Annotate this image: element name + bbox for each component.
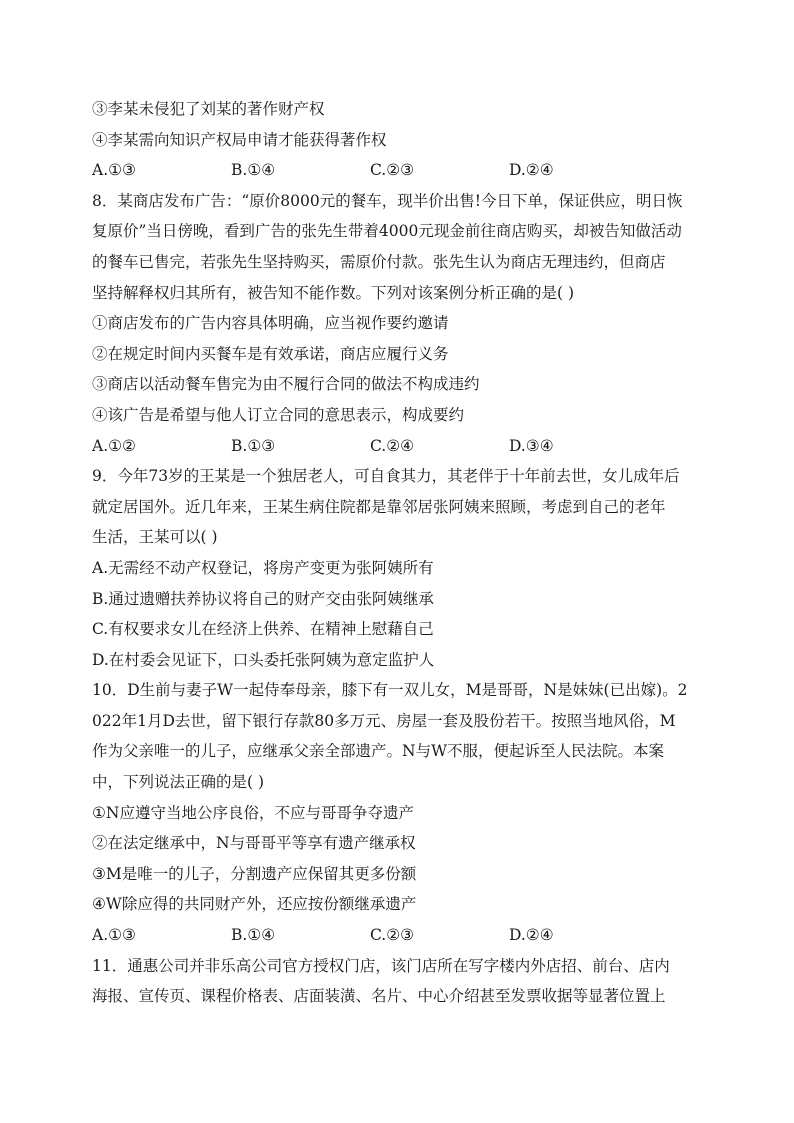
q10-statement-1: ①N应遵守当地公序良俗，不应与哥哥争夺遗产 bbox=[92, 803, 414, 822]
q9-stem-line-1: 9．今年73岁的王某是一个独居老人，可自食其力，其老伴于十年前去世，女儿成年后 bbox=[92, 467, 680, 486]
q9-choice-c: C.有权要求女儿在经济上供养、在精神上慰藉自己 bbox=[92, 620, 434, 639]
q10-statement-2: ②在法定继承中，N与哥哥平等享有遗产继承权 bbox=[92, 834, 416, 853]
q10-option-d: D.②④ bbox=[509, 926, 554, 945]
q11-stem-line-2: 海报、宣传页、课程价格表、店面装潢、名片、中心介绍甚至发票收据等显著位置上 bbox=[92, 987, 666, 1006]
q7-option-d: D.②④ bbox=[509, 161, 554, 180]
q9-stem-line-3: 生活，王某可以( ) bbox=[92, 528, 218, 547]
q7-statement-4: ④李某需向知识产权局申请才能获得著作权 bbox=[92, 130, 387, 149]
q10-statement-3: ③M是唯一的儿子，分割遗产应保留其更多份额 bbox=[92, 864, 417, 883]
q11-stem-line-1: 11．通惠公司并非乐高公司官方授权门店，该门店所在写字楼内外店招、前台、店内 bbox=[92, 956, 670, 975]
q10-option-c: C.②③ bbox=[370, 926, 415, 945]
q8-stem-line-3: 的餐车已售完，若张先生坚持购买，需原价付款。张先生认为商店无理违约，但商店 bbox=[92, 252, 666, 271]
q10-option-a: A.①③ bbox=[92, 926, 136, 945]
q10-stem-line-3: 作为父亲唯一的儿子，应继承父亲全部遗产。N与W不服，便起诉至人民法院。本案 bbox=[92, 742, 664, 761]
exam-page bbox=[92, 94, 702, 1012]
q8-statement-4: ④该广告是希望与他人订立合同的意思表示，构成要约 bbox=[92, 405, 465, 424]
q10-option-b: B.①④ bbox=[231, 926, 276, 945]
q10-options bbox=[92, 920, 702, 951]
q7-option-a: A.①③ bbox=[92, 161, 136, 180]
q8-option-b: B.①③ bbox=[231, 436, 276, 455]
q9-choice-b: B.通过遗赠扶养协议将自己的财产交由张阿姨继承 bbox=[92, 589, 434, 608]
q8-options bbox=[92, 431, 702, 462]
q7-statement-3: ③李某未侵犯了刘某的著作财产权 bbox=[92, 100, 325, 118]
q7-option-b: B.①④ bbox=[231, 161, 276, 180]
q9-stem-line-2: 就定居国外。近几年来，王某生病住院都是靠邻居张阿姨来照顾，考虑到自己的老年 bbox=[92, 497, 666, 516]
q8-option-d: D.③④ bbox=[509, 436, 554, 455]
q7-option-c: C.②③ bbox=[370, 161, 415, 180]
q8-stem-line-1: 8．某商店发布广告：“原价8000元的餐车，现半价出售!今日下单，保证供应，明日恢 bbox=[92, 191, 683, 210]
q8-statement-1: ①商店发布的广告内容具体明确，应当视作要约邀请 bbox=[92, 314, 449, 333]
q8-stem-line-2: 复原价”当日傍晚，看到广告的张先生带着4000元现金前往商店购买，却被告知做活动 bbox=[92, 222, 682, 241]
q8-statement-2: ②在规定时间内买餐车是有效承诺，商店应履行义务 bbox=[92, 344, 449, 363]
q10-stem-line-2: 022年1月D去世，留下银行存款80多万元、房屋一套及股份若干。按照当地风俗，M bbox=[92, 711, 676, 730]
q10-statement-4: ④W除应得的共同财产外，还应按份额继承遗产 bbox=[92, 895, 417, 914]
q7-options bbox=[92, 155, 702, 186]
q8-statement-3: ③商店以活动餐车售完为由不履行合同的做法不构成违约 bbox=[92, 375, 480, 394]
q9-choice-d: D.在村委会见证下，口头委托张阿姨为意定监护人 bbox=[92, 650, 435, 669]
q8-option-a: A.①② bbox=[92, 436, 136, 455]
q8-stem-line-4: 坚持解释权归其所有，被告知不能作数。下列对该案例分析正确的是( ) bbox=[92, 283, 575, 302]
q9-choice-a: A.无需经不动产权登记，将房产变更为张阿姨所有 bbox=[92, 558, 434, 577]
q10-stem-line-1: 10．D生前与妻子W一起侍奉母亲，膝下有一双儿女，M是哥哥，N是妹妹(已出嫁)。2 bbox=[92, 681, 688, 700]
q8-option-c: C.②④ bbox=[370, 436, 415, 455]
q10-stem-line-4: 中，下列说法正确的是( ) bbox=[92, 773, 265, 792]
